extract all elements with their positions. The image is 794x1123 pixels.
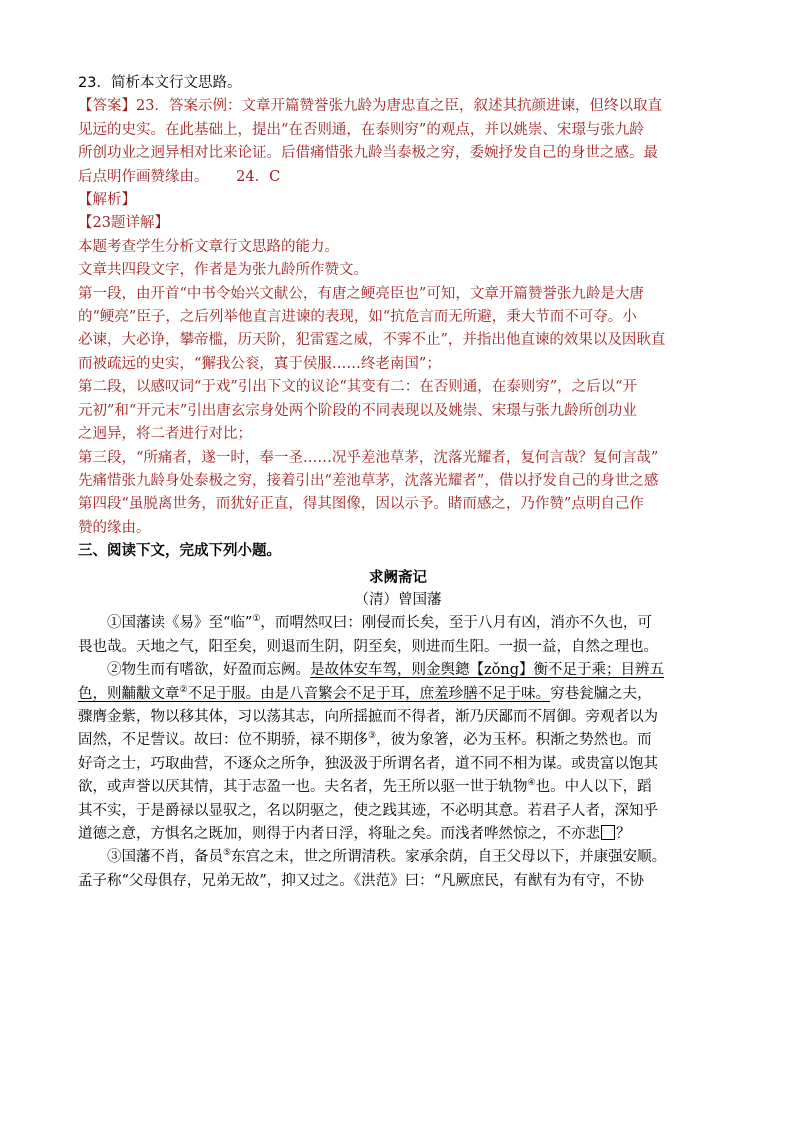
section-heading: 三、阅读下文，完成下列小题。 xyxy=(78,543,281,560)
answer-line: 见远的史实。在此基础上，提出“在否则通，在泰则穷”的观点，并以姚崇、宋璟与张九龄 xyxy=(78,121,644,138)
answer-line: 【答案】23．答案示例：文章开篇赞誉张九龄为唐忠直之臣，叙述其抗颜进谏，但终以取直 xyxy=(78,98,662,115)
text-line: ③国藩不肖，备员⑤东宫之末，世之所谓清秩。家承余荫，自王父母以下，并康强安顺。 xyxy=(107,848,667,866)
answer-tag: 【答案】 xyxy=(78,98,136,115)
footnote-marker: ④ xyxy=(527,778,536,789)
text-line: 欲，或声誉以厌其情，其于志盈一也。夫名者，先王所以驱一世于轨物④也。中人以下，蹈 xyxy=(78,778,652,796)
answer-block xyxy=(78,95,718,189)
analysis-line: 本题考查学生分析文章行文思路的能力。 xyxy=(78,238,339,255)
analysis-title: 【解析】 xyxy=(78,192,136,209)
text-line: 道德之意，方惧名之既加，则得于内者日浮，将耻之矣。而浅者哗然惊之，不亦悲 ？ xyxy=(78,826,631,842)
analysis-line: 之迥异，将二者进行对比； xyxy=(78,426,252,443)
footnote-marker: ② xyxy=(179,684,188,695)
answer-line: 所创功业之迥异相对比来论证。后借痛惜张九龄当泰极之穷，委婉抒发自己的身世之感。最 xyxy=(78,145,658,162)
underlined-sentence: 是故体安车驾，则金舆鏓【zǒng】衡不足于乘；目辨五 xyxy=(310,662,664,679)
analysis-line: 的“鲠亮”臣子，之后列举他直言进谏的表现，如“抗危言而无所避，秉大节而不可夺。小 xyxy=(78,309,637,326)
text-line: 好奇之士，巧取曲营，不逐众之所争，独汲汲于所谓名者，道不同不相为谋。或贵富以饱其 xyxy=(78,755,658,772)
paragraph-1 xyxy=(78,612,718,659)
paragraph-3 xyxy=(78,846,718,893)
footnote-marker: ① xyxy=(252,614,261,625)
text-line: 骤膺金紫，物以移其体，习以荡其志，向所揺摭而不得者，渐乃厌鄙而不屑御。旁观者以为 xyxy=(78,708,658,725)
answer-line: 后点明作画赞缘由。 24．C xyxy=(78,168,281,185)
text-line: 畏也哉。天地之气，阳至矣，则退而生阴，阴至矣，则进而生阳。一损一益，自然之理也。 xyxy=(78,638,658,655)
analysis-line: 第二段，以感叹词“于戏”引出下文的议论“其变有二：在否则通，在泰则穷”，之后以“开 xyxy=(78,379,638,396)
underlined-sentence: 色，则黼黻文章②不足于服。由是八音繁会不足于耳，庶羞珍膳不足于味。 xyxy=(78,684,551,702)
essay-author: （清）曾国藩 xyxy=(354,591,442,608)
analysis-subtitle: 【23题详解】 xyxy=(78,215,169,232)
analysis-line: 第四段“虽脱离世务，而犹好正直，得其图像，因以示予。睹而感之，乃作赞”点明自己作 xyxy=(78,496,644,513)
footnote-marker: ③ xyxy=(368,731,377,742)
analysis-line: 第三段，“所痛者，遂一时，奉一圣……况乎差池草茅，沈落光耀者，复何言哉？复何言哉” xyxy=(78,449,659,466)
question-23: 23．简析本文行文思路。 xyxy=(78,75,242,91)
text-line: ①国藩读《易》至“临”①，而喟然叹曰：刚侵而长矣，至于八月有凶，消亦不久也，可 xyxy=(107,614,652,632)
text-line: 固然，不足訾议。故曰：位不期骄，禄不期侈③，彼为象箸，必为玉杯。积渐之势然也。而 xyxy=(78,731,652,749)
text-line: ②物生而有嗜欲，好盈而忘阙。是故体安车驾，则金舆鏓【zǒng】衡不足于乘；目辨五 xyxy=(107,662,664,679)
analysis-line: 元初”和“开元末”引出唐玄宗身处两个阶段的不同表现以及姚崇、宋璟与张九龄所创功业 xyxy=(78,402,637,419)
paragraph-2 xyxy=(78,659,718,846)
text-line: 孟子称“父母俱存，兄弟无故”，抑又过之。《洪范》曰：“凡厥庶民，有猷有为有守，不协 xyxy=(78,872,644,889)
analysis-body xyxy=(78,236,718,540)
essay-title: 求阙斋记 xyxy=(369,568,427,586)
analysis-line: 必谏，大必诤，攀帝槛，历天阶，犯雷霆之威，不霁不止”，并指出他直谏的效果以及因耿直 xyxy=(78,332,666,349)
analysis-line: 文章共四段文字，作者是为张九龄所作赞文。 xyxy=(78,262,368,279)
blank-box xyxy=(601,825,615,840)
text-line: 色，则黼黻文章②不足于服。由是八音繁会不足于耳，庶羞珍膳不足于味。穷巷瓮牖之夫， xyxy=(78,684,652,702)
analysis-line: 赞的缘由。 xyxy=(78,519,151,536)
analysis-line: 第一段，由开首“中书令始兴文献公，有唐之鲠亮臣也”可知，文章开篇赞誉张九龄是大唐 xyxy=(78,285,644,302)
analysis-line: 先痛惜张九龄身处泰极之穷，接着引出“差池草茅，沈落光耀者”，借以抒发自己的身世之感 xyxy=(78,472,659,489)
text-line: 其不实，于是爵禄以显驭之，名以阴驱之，使之践其迹，不必明其意。若君子人者，深知乎 xyxy=(78,802,658,819)
footnote-marker: ⑤ xyxy=(223,848,232,859)
document-page xyxy=(78,72,718,893)
analysis-line: 而被疏远的史实，“獬我公衮，寘于侯服……终老南国”； xyxy=(78,355,441,372)
